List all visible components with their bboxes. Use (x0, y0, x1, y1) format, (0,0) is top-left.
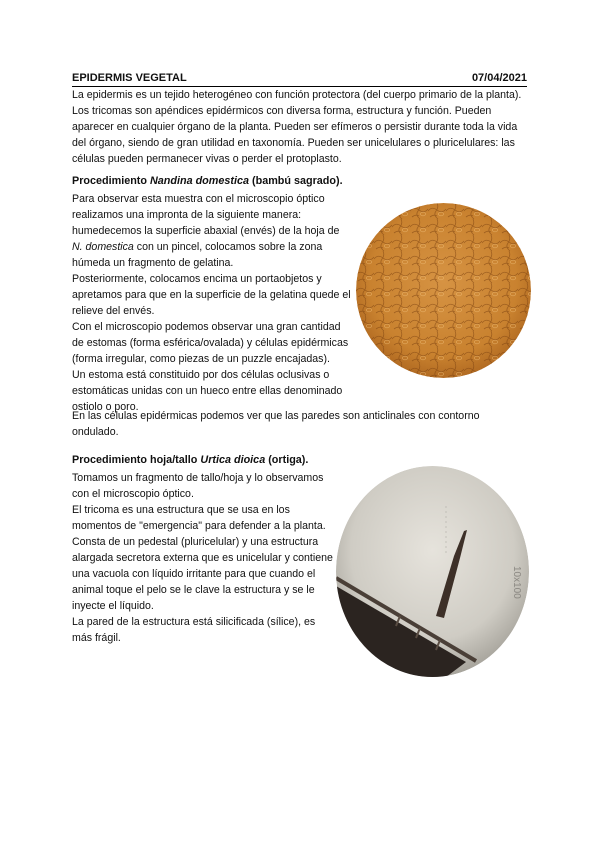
urtica-paragraph-3: Consta de un pedestal (pluricelular) y una estructura alargada secretora externa que es unicelular y contiene una vacuola con líquido irritante para que cuando el animal toque el pelo se le clave la estructura y se le inyecte el líquido. (72, 536, 333, 612)
micrograph-scale-label: 10x100 (511, 566, 522, 599)
nandina-text-block (72, 191, 352, 415)
heading-prefix: Procedimiento hoja/tallo (72, 454, 201, 466)
document-date: 07/04/2021 (471, 72, 527, 84)
species-name: N. domestica (72, 241, 134, 253)
urtica-paragraph-2: El tricoma es una estructura que se usa en los momentos de "emergencia" para defender a la planta. (72, 504, 326, 532)
document-title: EPIDERMIS VEGETAL (72, 72, 187, 84)
document-header (72, 72, 527, 87)
heading-suffix: (bambú sagrado). (249, 175, 343, 187)
nandina-paragraph-3: Con el microscopio podemos observar una gran cantidad de estomas (forma esférica/ovalada) y células epidérmicas (forma irregular, como piezas de un puzzle encajadas). (72, 321, 349, 365)
intro-paragraph: La epidermis es un tejido heterogéneo con función protectora (del cuerpo primario de la planta). Los tricomas son apéndices epidérmicos con diversa forma, estructura y función. Pueden aparecer en cualquier órgano de la planta. Pueden ser efímeros o persistir durante toda la vida del órgano, siendo de gran utilidad en taxonomía. Pueden ser unicelulares o pluricelulares: las células pueden permanecer vivas o perder el protoplasto. (72, 89, 522, 165)
nandina-paragraph-5: En las células epidérmicas podemos ver que las paredes son anticlinales con contorno ondulado. (72, 410, 480, 438)
section-heading-nandina (72, 175, 343, 187)
heading-species: Nandina domestica (150, 175, 249, 187)
heading-species: Urtica dioica (200, 454, 266, 466)
urtica-text-block (72, 470, 337, 646)
heading-suffix: (ortiga). (265, 454, 309, 466)
urtica-micrograph-image (336, 466, 529, 677)
nandina-paragraph-2: Posteriormente, colocamos encima un portaobjetos y apretamos para que en la superficie de la gelatina quede el relieve del envés. (72, 273, 351, 317)
nandina-paragraph-1 (72, 191, 352, 271)
urtica-paragraph-1: Tomamos un fragmento de tallo/hoja y lo observamos con el microscopio óptico. (72, 472, 324, 500)
nandina-micrograph (356, 203, 531, 378)
text-run: con un pincel, colocamos sobre la zona húmeda un fragmento de gelatina. (72, 241, 323, 269)
nandina-paragraph-4: Un estoma está constituido por dos células oclusivas o estomáticas unidas con un hueco entre ellas denominado ostiolo o poro. (72, 369, 343, 413)
heading-prefix: Procedimiento (72, 175, 150, 187)
urtica-micrograph (336, 466, 529, 677)
text-run: Para observar esta muestra con el microscopio óptico realizamos una impronta de la siguiente manera: humedecemos la superficie abaxial (envés) de la hoja de (72, 193, 340, 237)
urtica-paragraph-4: La pared de la estructura está silicificada (sílice), es más frágil. (72, 616, 316, 644)
nandina-micrograph-image (356, 203, 531, 378)
section-heading-urtica (72, 454, 308, 466)
